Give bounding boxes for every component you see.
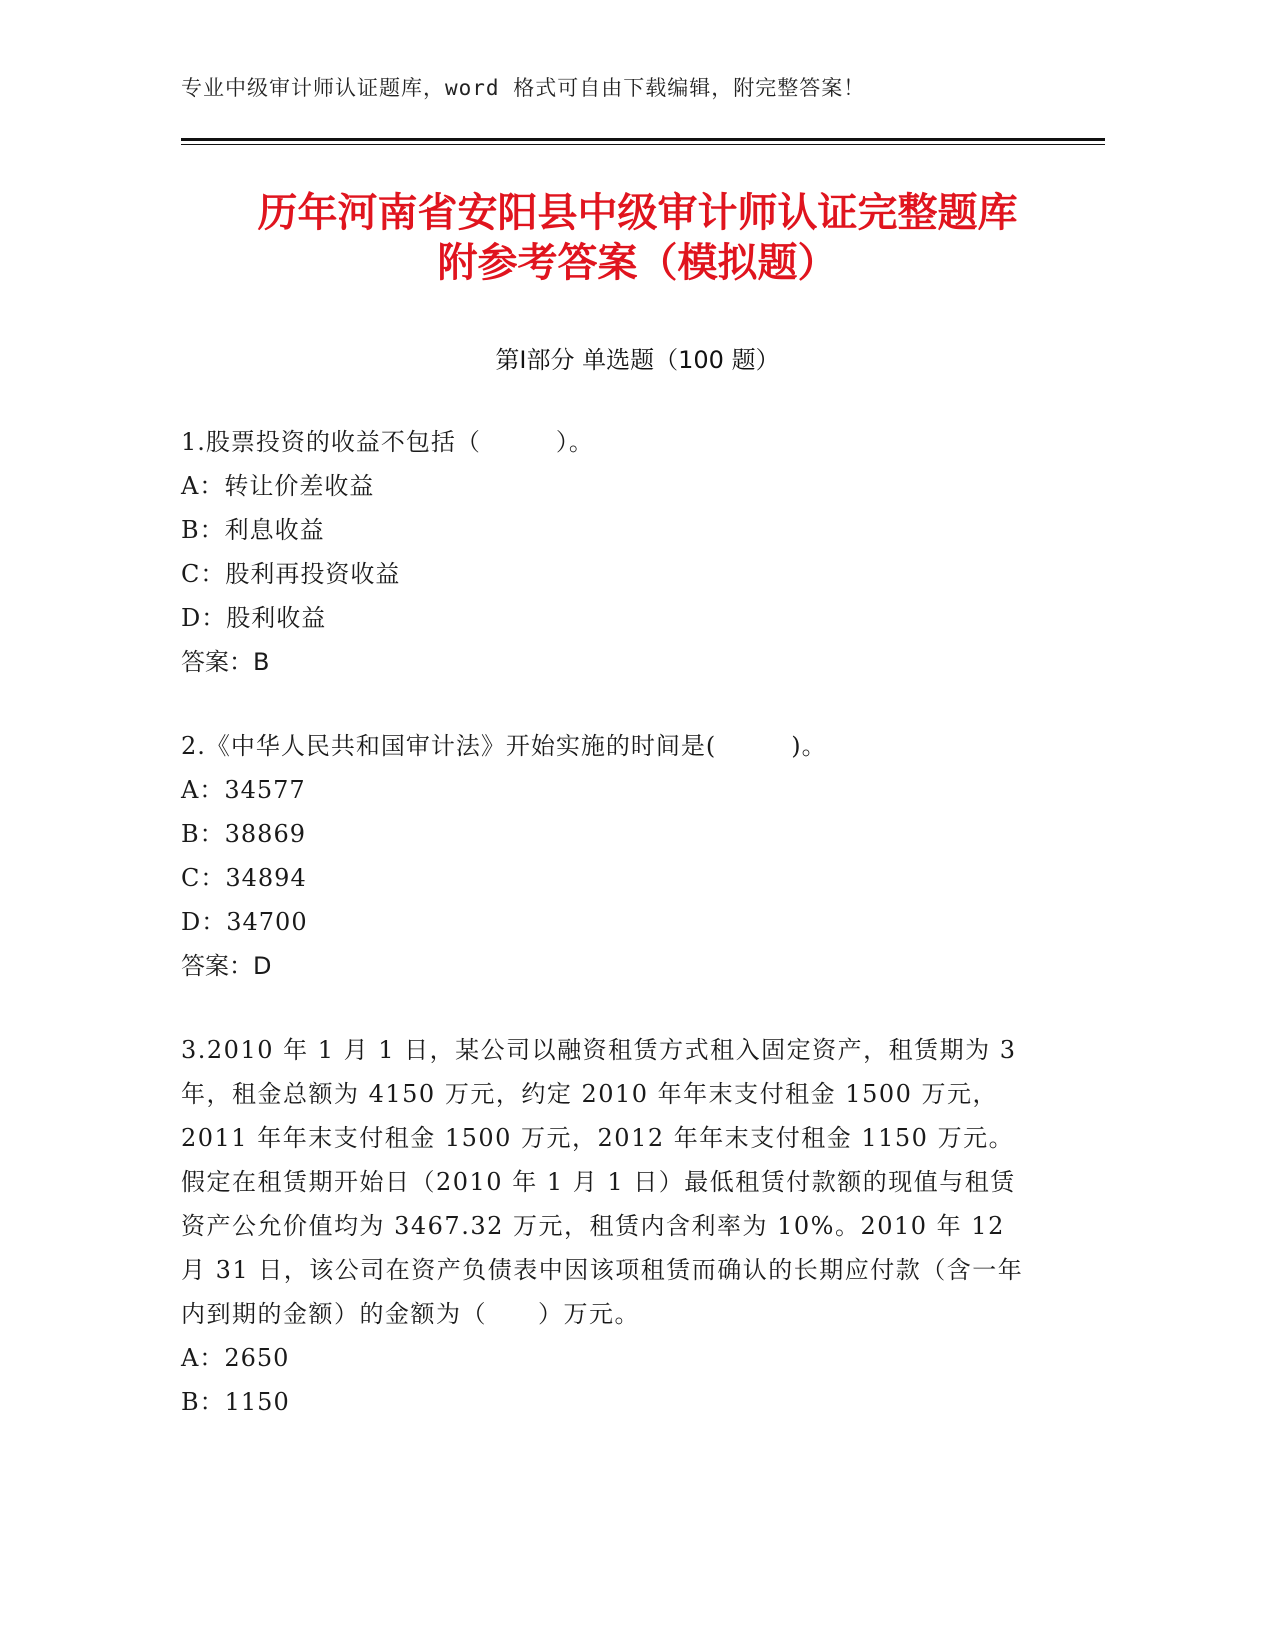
question-text: 3.2010 年 1 月 1 日，某公司以融资租赁方式租入固定资产，租赁期为 3 年，租金总额为 4150 万元，约定 2010 年年末支付租金 1500 万元，2011 年年末支付租金 1500 万元，2012 年年末支付租金 1150 万元。假定在租赁期开始日（2010 年 1 月 1 日）最低租赁付款额的现值与租赁资产公允价值均为 3467.32 万元，租赁内含利率为 10%。2010 年 12 月 31 日，该公司在资产负债表中因该项租赁而确认的长期应付款（含一年内到期的金额）的金额为（ ）万元。 (181, 1036, 1024, 1328)
answer: 答案：D (181, 952, 272, 980)
option-a: A：2650 (181, 1344, 290, 1372)
option-b: B：38869 (181, 820, 306, 848)
document-title (150, 188, 1125, 288)
question-1 (181, 420, 1031, 684)
option-c: C：股利再投资收益 (181, 560, 401, 588)
option-b: B：1150 (181, 1388, 290, 1416)
option-a: A：34577 (181, 776, 306, 804)
header-divider-thin (181, 144, 1105, 145)
question-2 (181, 724, 1031, 988)
header-divider-thick (181, 138, 1105, 141)
option-d: D：股利收益 (181, 604, 327, 632)
section-heading: 第Ⅰ部分 单选题（100 题） (495, 346, 780, 374)
option-d: D：34700 (181, 908, 308, 936)
question-3 (181, 1028, 1031, 1424)
option-a: A：转让价差收益 (181, 472, 375, 500)
option-b: B：利息收益 (181, 516, 325, 544)
header-note: 专业中级审计师认证题库，word 格式可自由下载编辑，附完整答案！ (181, 76, 866, 100)
question-text: 1.股票投资的收益不包括（ ）。 (181, 428, 594, 456)
answer: 答案：B (181, 648, 270, 676)
question-text: 2.《中华人民共和国审计法》开始实施的时间是( )。 (181, 732, 827, 760)
document-title-line-2: 附参考答案（模拟题） (437, 240, 838, 286)
document-title-line-1: 历年河南省安阳县中级审计师认证完整题库 (257, 190, 1018, 236)
option-c: C：34894 (181, 864, 307, 892)
question-list (181, 420, 1031, 1464)
